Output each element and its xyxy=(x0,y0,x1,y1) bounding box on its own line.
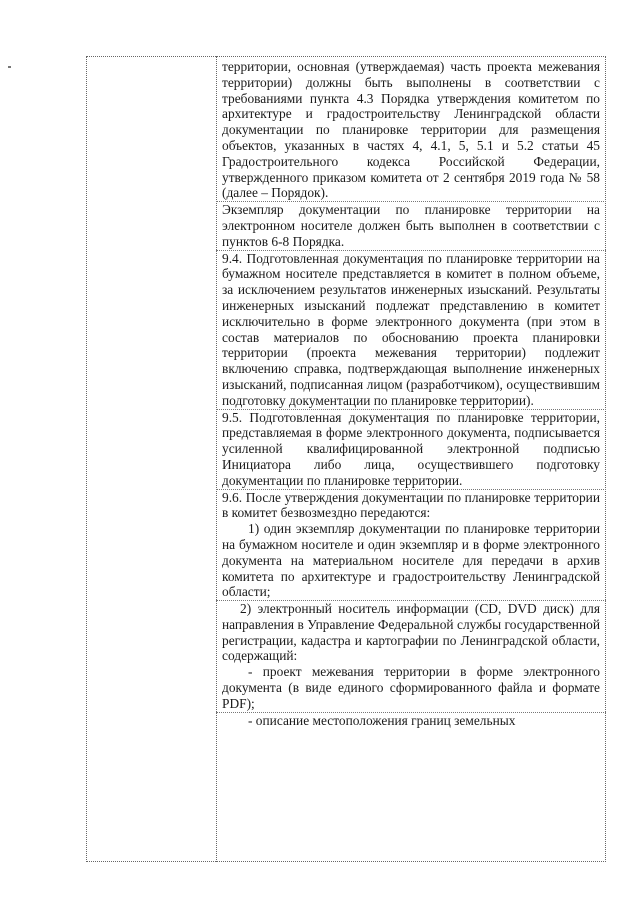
paragraph-electronic-copy: Экземпляр документации по планировке территории на электронном носителе должен быть выполнен в соответствии с пунктов 6-8 Порядка. xyxy=(222,202,600,249)
paragraph-9-5: 9.5. Подготовленная документация по планировке территории, представляемая в форме электронного документа, подписывается усиленной квалифицированной электронной подписью Инициатора либо лица, осуществившего подготовку документации по планировке территории. xyxy=(222,409,600,488)
paragraph-9-4: 9.4. Подготовленная документация по планировке территории на бумажном носителе представляется в комитет в полном объеме, за исключением результатов инженерных изысканий. Результаты инженерных изысканий подлежат представлению в комитет исключительно в форме электронного документа (при этом в состав материалов по обоснованию проекта планировки территории (проекта межевания территории) подлежит включению справка, подтверждающая выполнение инженерных изысканий, подписанная лицом (разработчиком), осуществившим подготовку документации по планировке территории). xyxy=(222,250,600,408)
paragraph-intro: территории, основная (утверждаемая) часть проекта межевания территории) должны быть выполнены в соответствии с требованиями пункта 4.3 Порядка утверждения комитетом по архитектуре и градостроительству Ленинградской области документации по планировке территории для размещения объектов, указанных в частях 4, 4.1, 5, 5.1 и 5.2 статьи 45 Градостроительного кодекса Российской Федерации, утвержденного приказом комитета от 2 сентября 2019 года № 58 (далее – Порядок). xyxy=(222,59,600,201)
sub-item-survey-project: - проект межевания территории в форме электронного документа (в виде единого сформированного файла и формате PDF); xyxy=(222,664,600,711)
paragraph-9-6: 9.6. После утверждения документации по планировке территории в комитет безвозмездно передаются: xyxy=(222,489,600,521)
scan-mark xyxy=(8,66,11,68)
sub-item-boundaries: - описание местоположения границ земельных xyxy=(248,712,516,728)
list-item-1: 1) один экземпляр документации по планировке территории на бумажном носителе и один экземпляр и в форме электронного документа на материальном носителе для передачи в архив комитета по архитектуре и градостроительству Ленинградской области; xyxy=(222,521,600,600)
column-divider xyxy=(216,56,217,862)
list-item-2: 2) электронный носитель информации (CD, DVD диск) для направления в Управление Федеральной службы государственной регистрации, кадастра и картографии по Ленинградской области, содержащий: xyxy=(222,601,600,664)
text-cell xyxy=(222,59,600,728)
